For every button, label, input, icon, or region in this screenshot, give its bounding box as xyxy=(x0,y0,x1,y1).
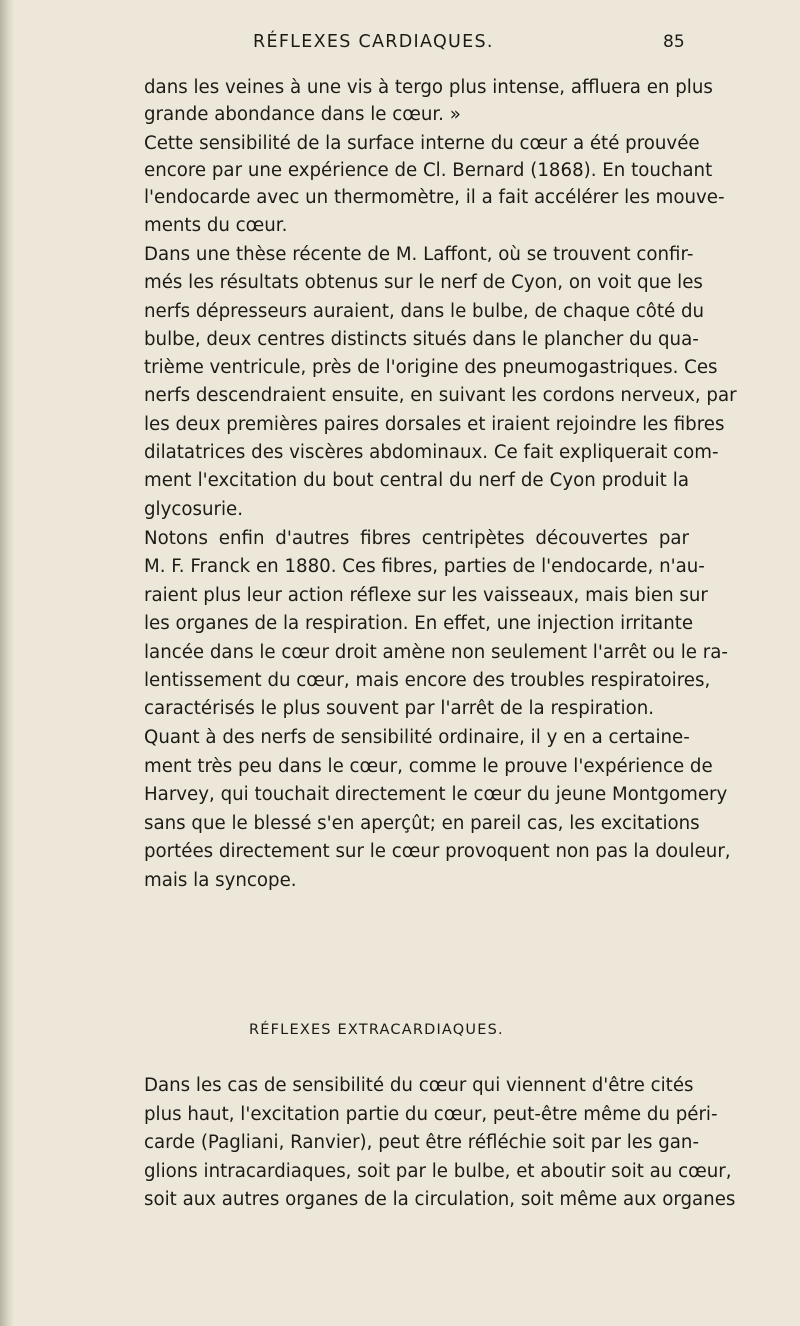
text-line: plus haut, l'excitation partie du cœur, peut-être même du péri- xyxy=(144,1104,718,1125)
text-line: sans que le blessé s'en aperçût; en pareil cas, les excitations xyxy=(144,813,700,834)
text-line: dilatatrices des viscères abdominaux. Ce fait expliquerait com- xyxy=(144,442,719,463)
text-line: ment très peu dans le cœur, comme le prouve l'expérience de xyxy=(144,756,713,777)
text-line: Harvey, qui touchait directement le cœur du jeune Montgomery xyxy=(144,784,728,805)
text-line: soit aux autres organes de la circulation, soit même aux organes xyxy=(144,1189,736,1210)
text-line: portées directement sur le cœur provoquent non pas la douleur, xyxy=(144,841,731,862)
text-line: glions intracardiaques, soit par le bulbe, et aboutir soit au cœur, xyxy=(144,1161,732,1182)
page-edge-shadow xyxy=(0,0,14,1326)
text-line: Dans les cas de sensibilité du cœur qui viennent d'être cités xyxy=(144,1075,694,1096)
text-line: lentissement du cœur, mais encore des troubles respiratoires, xyxy=(144,670,711,691)
text-line: encore par une expérience de Cl. Bernard (1868). En touchant xyxy=(144,160,713,181)
running-head: RÉFLEXES CARDIAQUES. xyxy=(253,32,494,52)
text-line: caractérisés le plus souvent par l'arrêt de la respiration. xyxy=(144,698,655,719)
text-line: Cette sensibilité de la surface interne du cœur a été prouvée xyxy=(144,133,700,154)
text-line: nerfs descendraient ensuite, en suivant les cordons nerveux, par xyxy=(144,385,737,406)
text-line: carde (Pagliani, Ranvier), peut être réfléchie soit par les gan- xyxy=(144,1132,700,1153)
text-line: glycosurie. xyxy=(144,499,243,520)
text-line: les deux premières paires dorsales et iraient rejoindre les fibres xyxy=(144,414,725,435)
page-header xyxy=(0,22,800,62)
text-line: trième ventricule, près de l'origine des pneumogastriques. Ces xyxy=(144,357,718,378)
page-number: 85 xyxy=(663,32,685,52)
text-line: raient plus leur action réflexe sur les vaisseaux, mais bien sur xyxy=(144,585,708,606)
text-line: més les résultats obtenus sur le nerf de Cyon, on voit que les xyxy=(144,272,703,293)
text-line: Quant à des nerfs de sensibilité ordinaire, il y en a certaine- xyxy=(144,727,690,748)
text-line: ment l'excitation du bout central du nerf de Cyon produit la xyxy=(144,470,689,491)
text-line: ments du cœur. xyxy=(144,215,288,236)
text-line: mais la syncope. xyxy=(144,870,297,891)
text-line: bulbe, deux centres distincts situés dans le plancher du qua- xyxy=(144,329,699,350)
text-line: nerfs dépresseurs auraient, dans le bulbe, de chaque côté du xyxy=(144,301,705,322)
section-title: RÉFLEXES EXTRACARDIAQUES. xyxy=(249,1022,504,1038)
text-line: lancée dans le cœur droit amène non seulement l'arrêt ou le ra- xyxy=(144,642,728,663)
text-line: dans les veines à une vis à tergo plus intense, affluera en plus xyxy=(144,77,713,98)
text-line: M. F. Franck en 1880. Ces fibres, parties de l'endocarde, n'au- xyxy=(144,556,705,577)
text-line: grande abondance dans le cœur. » xyxy=(144,104,461,125)
text-line: Dans une thèse récente de M. Laffont, où se trouvent confir- xyxy=(144,244,694,265)
text-line: l'endocarde avec un thermomètre, il a fait accélérer les mouve- xyxy=(144,187,725,208)
text-line: Notons enfin d'autres fibres centripètes découvertes par xyxy=(144,528,689,549)
text-line: les organes de la respiration. En effet, une injection irritante xyxy=(144,613,694,634)
